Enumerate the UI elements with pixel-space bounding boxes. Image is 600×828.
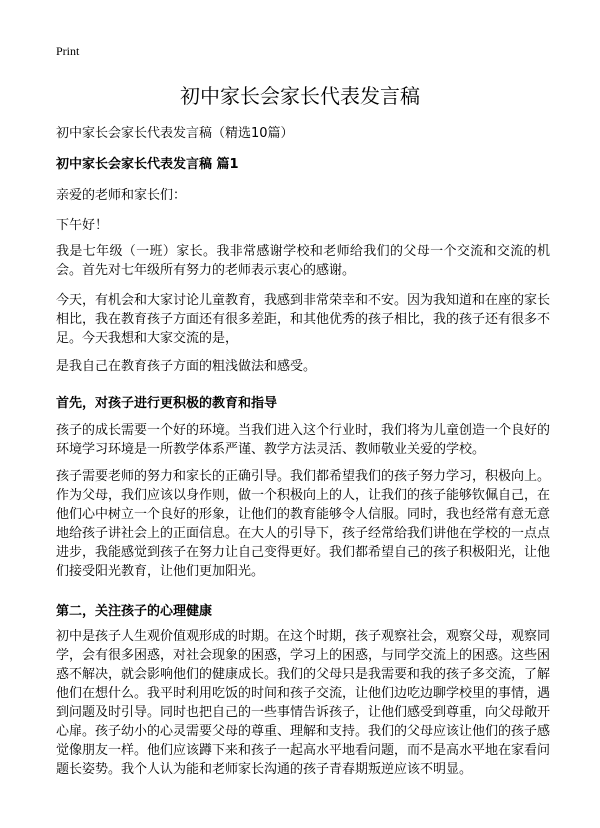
print-label[interactable]: Print <box>56 44 80 58</box>
paragraph-2: 今天，有机会和大家讨论儿童教育，我感到非常荣幸和不安。因为我知道和在座的家长相比，我在教育孩子方面还有很多差距，和其他优秀的孩子相比，我的孩子还有很多不足。今天我想和大家交流的是， <box>56 293 551 346</box>
paragraph-1: 我是七年级（一班）家长。我非常感谢学校和老师给我们的父母一个交流和交流的机会。首先对七年级所有努力的老师表示衷心的感谢。 <box>56 244 550 278</box>
paragraph-6: 初中是孩子人生观价值观形成的时期。在这个时期，孩子观察社会，观察父母，观察同学，会有很多困惑，对社会现象的困惑，学习上的困惑，与同学交流上的困惑。这些困惑不解决，就会影响他们的健康成长。我们的父母只是我需要和我的孩子多交流，了解他们在想什么。我平时利用吃饭的时间和孩子交流，让他们边吃边聊学校里的事情，遇到问题及时引导。同时也把自己的一些事情告诉孩子，让他们感受到尊重，向父母敞开心扉。孩子幼小的心灵需要父母的尊重、理解和支持。我们的父母应该让他们的孩子感觉像朋友一样。他们应该蹲下来和孩子一起高水平地看问题，而不是高水平地在家看问题长姿势。我个人认为能和老师家长沟通的孩子青春期叛逆应该不明显。 <box>56 629 551 777</box>
section-2-heading: 第二，关注孩子的心理健康 <box>56 604 213 619</box>
page-title: 初中家长会家长代表发言稿 <box>180 84 420 108</box>
hello-line: 下午好！ <box>56 218 109 233</box>
chapter-heading: 初中家长会家长代表发言稿 篇1 <box>56 157 239 172</box>
page-subtitle: 初中家长会家长代表发言稿（精选10篇） <box>56 126 294 141</box>
section-1-heading: 首先，对孩子进行更积极的教育和指导 <box>56 396 278 411</box>
greeting-line: 亲爱的老师和家长们： <box>56 188 187 203</box>
paragraph-3: 是我自己在教育孩子方面的粗浅做法和感受。 <box>56 359 317 374</box>
paragraph-4: 孩子的成长需要一个好的环境。当我们进入这个行业时，我们将为儿童创造一个良好的环境学习环境是一所教学体系严谨、教学方法灵活、教师敬业关爱的学校。 <box>56 423 551 457</box>
paragraph-5: 孩子需要老师的努力和家长的正确引导。我们都希望我们的孩子努力学习，积极向上。作为父母，我们应该以身作则，做一个积极向上的人，让我们的孩子能够钦佩自己，在他们心中树立一个良好的形象，让他们的教育能够令人信服。同时，我也经常有意无意地给孩子讲社会上的正面信息。在大人的引导下，孩子经常给我们讲他在学校的一点点进步，我能感觉到孩子在努力让自己变得更好。我们都希望自己的孩子积极阳光，让他们接受阳光教育，让他们更加阳光。 <box>56 469 551 579</box>
